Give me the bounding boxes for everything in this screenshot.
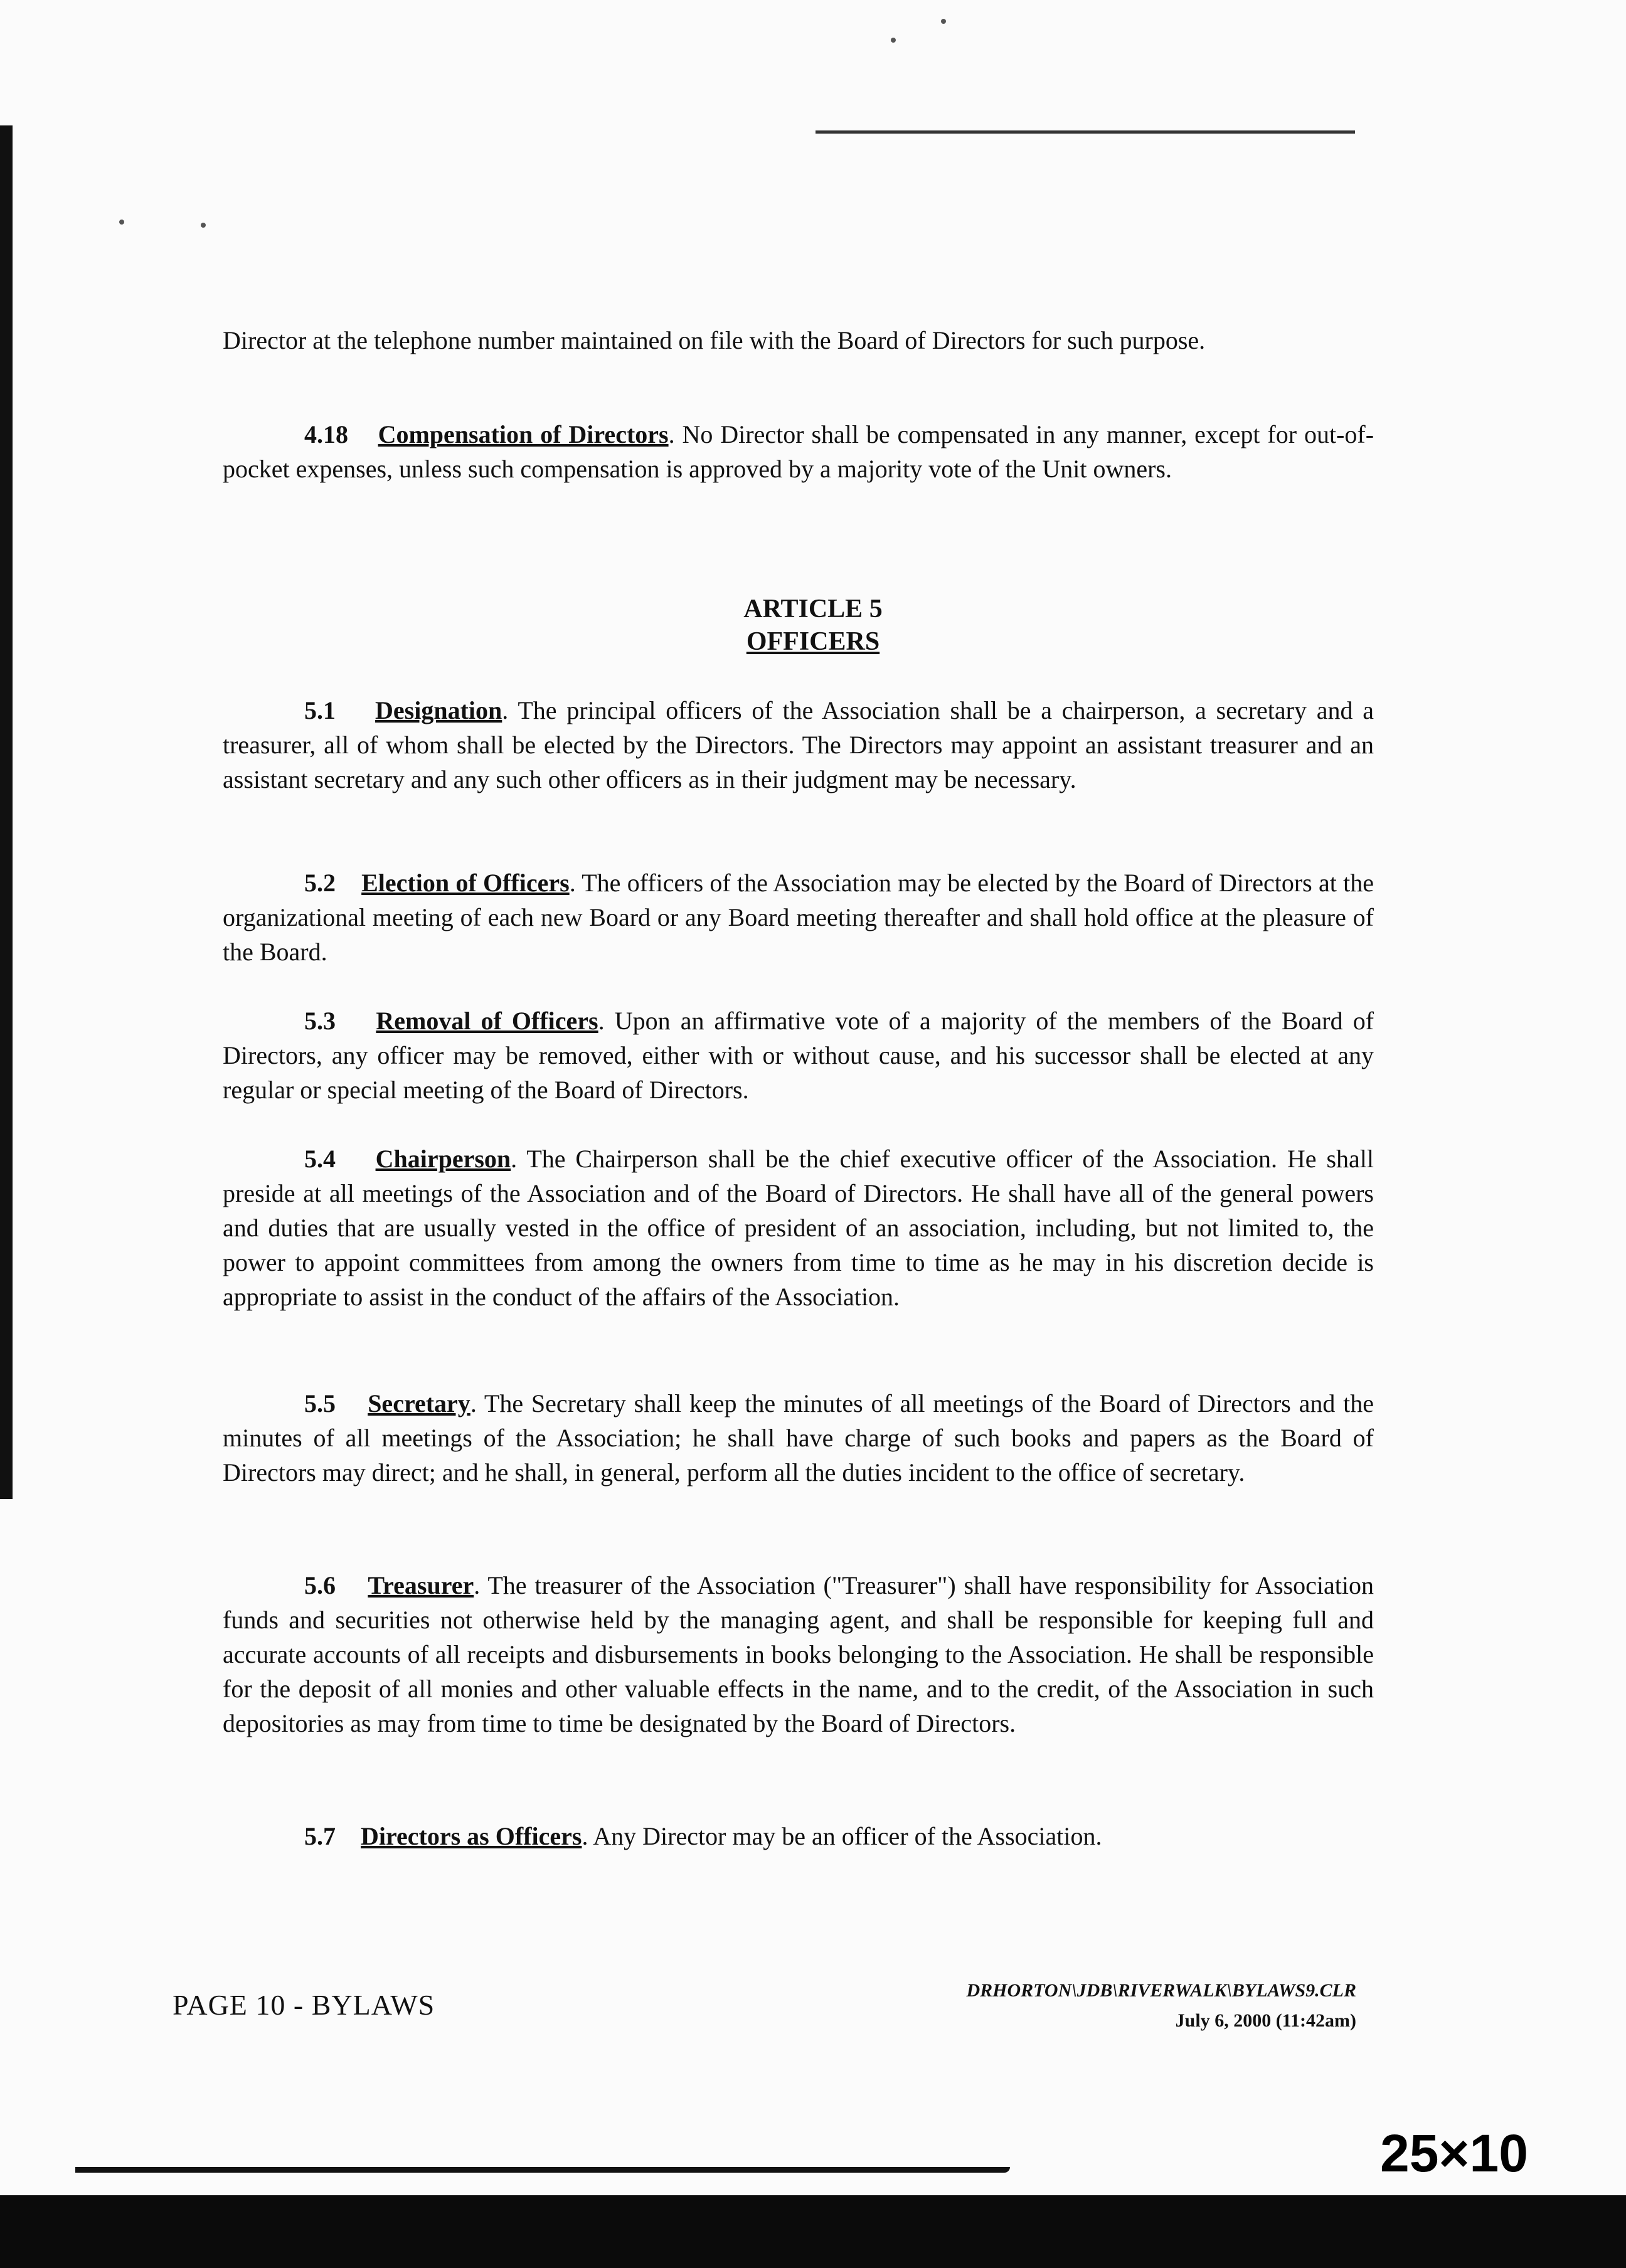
section-heading: Chairperson (375, 1145, 511, 1173)
section-5-7: 5.7 Directors as Officers. Any Director may be an officer of the Association. (304, 1822, 1102, 1850)
section-number: 5.3 (304, 1007, 336, 1035)
section-5-1: 5.1 Designation. The principal officers of the Association shall be a chairperson, a secretary and a treasurer, all of whom shall be elected by the Directors. The Directors may appoint an assistant treasurer and an assistant secretary and any such other officers as in their judgment may be necessary. (223, 696, 1374, 793)
footer-date: July 6, 2000 (11:42am) (1175, 2010, 1356, 2031)
scan-speck (119, 220, 124, 225)
section-heading: Secretary (368, 1389, 470, 1417)
section-text: The Secretary shall keep the minutes of all meetings of the Board of Directors and the minutes of all meetings of the Association; he shall have charge of such books and papers as the Board of Directors may direct; and he shall, in general, perform all the duties incident to the office of secretary. (223, 1389, 1374, 1486)
section-text: Any Director may be an officer of the Association. (593, 1822, 1102, 1850)
section-text: The officers of the Association may be elected by the Board of Directors at the organizational meeting of each new Board or any Board meeting thereafter and shall hold office at the pleasure of the Board. (223, 869, 1374, 966)
section-text: No Director shall be compensated in any manner, except for out-of-pocket expenses, unless such compensation is approved by a majority vote of the Unit owners. (223, 420, 1374, 483)
page-stamp: 25×10 (1380, 2124, 1528, 2183)
section-number: 5.1 (304, 696, 336, 724)
article-label: ARTICLE 5 (743, 595, 883, 623)
section-5-6: 5.6 Treasurer. The treasurer of the Association ("Treasurer") shall have responsibility for Association funds and securities not otherwise held by the managing agent, and shall be responsible for keeping full and accurate accounts of all receipts and disbursements in books belonging to the Association. He shall be responsible for the deposit of all monies and other valuable effects in the name, and to the credit, of the Association in such depositories as may from time to time be designated by the Board of Directors. (223, 1571, 1374, 1737)
section-number: 5.7 (304, 1822, 336, 1850)
section-number: 5.2 (304, 869, 336, 897)
section-4-18: 4.18 Compensation of Directors. No Director shall be compensated in any manner, except for out-of-pocket expenses, unless such compensation is approved by a majority vote of the Unit owners. (223, 420, 1374, 483)
section-heading: Removal of Officers (376, 1007, 598, 1035)
section-text: The Chairperson shall be the chief executive officer of the Association. He shall preside at all meetings of the Association and of the Board of Directors. He shall have all of the general powers and duties that are usually vested in the office of president of an association, including, but not limited to, the power to appoint committees from among the owners from time to time as he may in his discretion decide is appropriate to assist in the conduct of the affairs of the Association. (223, 1145, 1374, 1311)
scan-speck (941, 19, 946, 24)
section-number: 4.18 (304, 420, 348, 448)
scan-line-bottom (75, 2167, 1010, 2173)
section-heading: Compensation of Directors (378, 420, 669, 448)
section-text: The treasurer of the Association ("Treasurer") shall have responsibility for Association funds and securities not otherwise held by the managing agent, and shall be responsible for keeping full and accurate accounts of all receipts and disbursements in books belonging to the Association. He shall be responsible for the deposit of all monies and other valuable effects in the name, and to the credit, of the Association in such depositories as may from time to time be designated by the Board of Directors. (223, 1571, 1374, 1737)
section-text: The principal officers of the Association shall be a chairperson, a secretary and a treasurer, all of whom shall be elected by the Directors. The Directors may appoint an assistant treasurer and an assistant secretary and any such other officers as in their judgment may be necessary. (223, 696, 1374, 793)
scan-speck (891, 38, 896, 43)
section-number: 5.6 (304, 1571, 336, 1599)
section-5-3: 5.3 Removal of Officers. Upon an affirmative vote of a majority of the members of the Board of Directors, any officer may be removed, either with or without cause, and his successor shall be elected at any regular or special meeting of the Board of Directors. (223, 1007, 1374, 1104)
section-text: Upon an affirmative vote of a majority of the members of the Board of Directors, any officer may be removed, either with or without cause, and his successor shall be elected at any regular or special meeting of the Board of Directors. (223, 1007, 1374, 1104)
section-heading: Election of Officers (361, 869, 570, 897)
intro-paragraph: Director at the telephone number maintained on file with the Board of Directors for such purpose. (223, 326, 1206, 354)
scan-line-top (816, 130, 1355, 134)
scan-speck (201, 223, 206, 228)
footer-page-label: PAGE 10 - BYLAWS (173, 1989, 435, 2021)
scan-edge-left (0, 125, 13, 1499)
section-heading: Treasurer (368, 1571, 474, 1599)
footer-file-path: DRHORTON\JDB\RIVERWALK\BYLAWS9.CLR (966, 1980, 1356, 2001)
section-heading: Directors as Officers (361, 1822, 582, 1850)
footer-file-info (966, 1976, 1356, 2036)
section-number: 5.4 (304, 1145, 336, 1173)
section-5-4: 5.4 Chairperson. The Chairperson shall be the chief executive officer of the Association. He shall preside at all meetings of the Association and of the Board of Directors. He shall have all of the general powers and duties that are usually vested in the office of president of an association, including, but not limited to, the power to appoint committees from among the owners from time to time as he may in his discretion decide is appropriate to assist in the conduct of the affairs of the Association. (223, 1145, 1374, 1311)
section-number: 5.5 (304, 1389, 336, 1417)
section-heading: Designation (375, 696, 502, 724)
scan-edge-bottom (0, 2195, 1626, 2268)
section-5-5: 5.5 Secretary. The Secretary shall keep the minutes of all meetings of the Board of Directors and the minutes of all meetings of the Association; he shall have charge of such books and papers as the Board of Directors may direct; and he shall, in general, perform all the duties incident to the office of secretary. (223, 1389, 1374, 1486)
article-title: OFFICERS (746, 627, 880, 656)
section-5-2: 5.2 Election of Officers. The officers of the Association may be elected by the Board of Directors at the organizational meeting of each new Board or any Board meeting thereafter and shall hold office at the pleasure of the Board. (223, 869, 1374, 966)
